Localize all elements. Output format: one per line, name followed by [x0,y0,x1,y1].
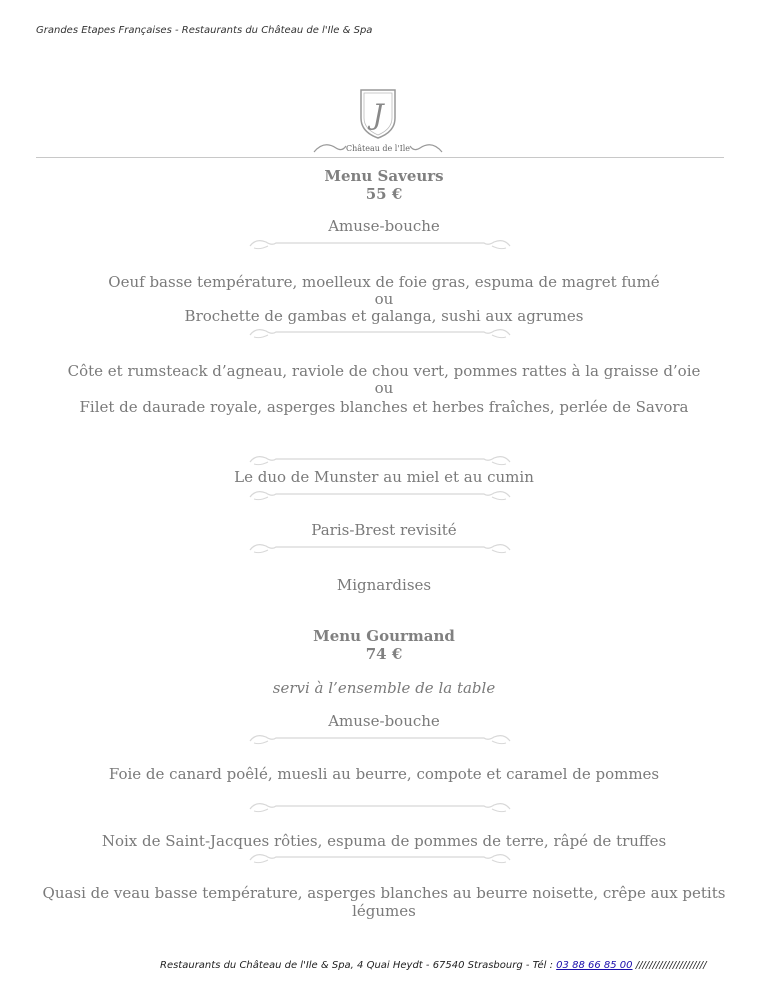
logo-name: Château de l'Ile [345,144,411,153]
ornament-divider [246,799,514,815]
page-header: Grandes Etapes Françaises - Restaurants du Château de l'Ile & Spa [36,25,373,36]
ornament-divider [246,850,514,866]
gourmand-amuse: Amuse-bouche [328,712,440,730]
saveurs-or-2: ou [374,379,394,397]
menu-gourmand-price: 74 € [365,645,403,663]
gourmand-saint-jacques: Noix de Saint-Jacques rôties, espuma de pommes de terre, râpé de truffes [101,832,667,850]
saveurs-amuse: Amuse-bouche [328,217,440,235]
saveurs-main-2: Filet de daurade royale, asperges blanches et herbes fraîches, perlée de Savora [79,398,689,416]
gourmand-veau: Quasi de veau basse température, asperges blanches au beurre noisette, crêpe aux petits légumes [42,884,726,920]
ornament-divider [246,540,514,556]
menu-saveurs-title: Menu Saveurs [324,167,444,185]
footer-address: Restaurants du Château de l'Ile & Spa, 4 Quai Heydt - 67540 Strasbourg - Tél : [160,960,557,971]
menu-gourmand-title: Menu Gourmand [313,627,455,645]
ornament-divider [246,452,514,468]
phone-link[interactable]: 03 88 66 85 00 [556,960,633,971]
menu-saveurs-price: 55 € [365,185,403,203]
logo-letter: J [372,98,384,131]
footer-slashes: ///////////////////// [632,960,707,971]
ornament-divider [246,487,514,503]
ornament-divider [246,325,514,341]
saveurs-dessert: Paris-Brest revisité [311,521,457,539]
ornament-divider [246,731,514,747]
saveurs-cheese: Le duo de Munster au miel et au cumin [234,468,534,486]
ornament-divider [246,236,514,252]
saveurs-mignardises: Mignardises [336,576,432,594]
saveurs-starter-2: Brochette de gambas et galanga, sushi aux agrumes [184,307,584,325]
gourmand-note: servi à l’ensemble de la table [272,679,496,697]
header-divider [36,157,724,158]
chateau-logo [306,88,450,158]
page-footer [160,960,706,971]
saveurs-or-1: ou [374,290,394,308]
gourmand-foie: Foie de canard poêlé, muesli au beurre, compote et caramel de pommes [108,765,660,783]
saveurs-starter-1: Oeuf basse température, moelleux de foie gras, espuma de magret fumé [108,273,660,291]
saveurs-main-1: Côte et rumsteack d’agneau, raviole de chou vert, pommes rattes à la graisse d’oie [67,362,701,380]
